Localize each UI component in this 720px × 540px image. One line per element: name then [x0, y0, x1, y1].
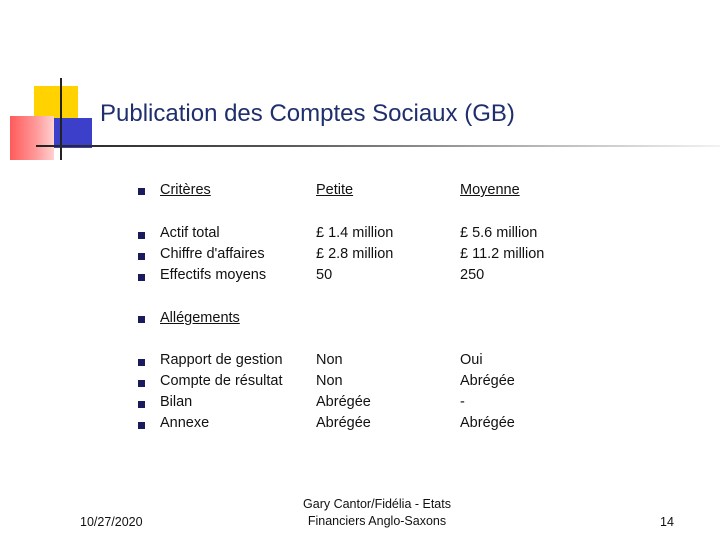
bullet-icon: [138, 253, 145, 260]
row-small-value: £ 2.8 million: [316, 246, 394, 262]
row-medium-value: Oui: [460, 352, 483, 368]
row-label: Bilan: [160, 394, 193, 410]
row-small-value: Non: [316, 352, 343, 368]
row-small-value: Abrégée: [316, 394, 371, 410]
section-label: Allégements: [160, 310, 240, 326]
row-label: Annexe: [160, 415, 210, 431]
header-medium: Moyenne: [460, 182, 520, 198]
bullet-icon: [138, 401, 145, 408]
bullet-icon: [138, 316, 145, 323]
slide-title: Publication des Comptes Sociaux (GB): [100, 100, 515, 127]
decor-red-square: [10, 116, 54, 160]
footer-author-line1: Gary Cantor/Fidélia - Etats: [303, 497, 451, 511]
footer-date: 10/27/2020: [80, 515, 143, 529]
row-medium-value: -: [460, 394, 465, 410]
row-small-value: Non: [316, 373, 343, 389]
header-small: Petite: [316, 182, 354, 198]
row-medium-value: £ 11.2 million: [460, 246, 545, 262]
row-medium-value: 250: [460, 267, 485, 283]
decor-vertical-line: [60, 78, 62, 160]
row-label: Compte de résultat: [160, 373, 283, 389]
title-underline: [36, 145, 720, 147]
row-small-value: Abrégée: [316, 415, 371, 431]
bullet-icon: [138, 188, 145, 195]
row-medium-value: Abrégée: [460, 373, 515, 389]
bullet-icon: [138, 422, 145, 429]
bullet-icon: [138, 359, 145, 366]
bullet-icon: [138, 380, 145, 387]
row-label: Chiffre d'affaires: [160, 246, 265, 262]
row-medium-value: £ 5.6 million: [460, 225, 538, 241]
footer-author: [282, 496, 472, 530]
row-label: Effectifs moyens: [160, 267, 267, 283]
header-criteria: Critères: [160, 182, 211, 198]
bullet-icon: [138, 274, 145, 281]
row-label: Rapport de gestion: [160, 352, 283, 368]
page-number: 14: [660, 515, 674, 529]
footer-author-line2: Financiers Anglo-Saxons: [307, 514, 447, 528]
row-small-value: £ 1.4 million: [316, 225, 394, 241]
bullet-icon: [138, 232, 145, 239]
row-label: Actif total: [160, 225, 220, 241]
row-medium-value: Abrégée: [460, 415, 515, 431]
row-small-value: 50: [316, 267, 333, 283]
